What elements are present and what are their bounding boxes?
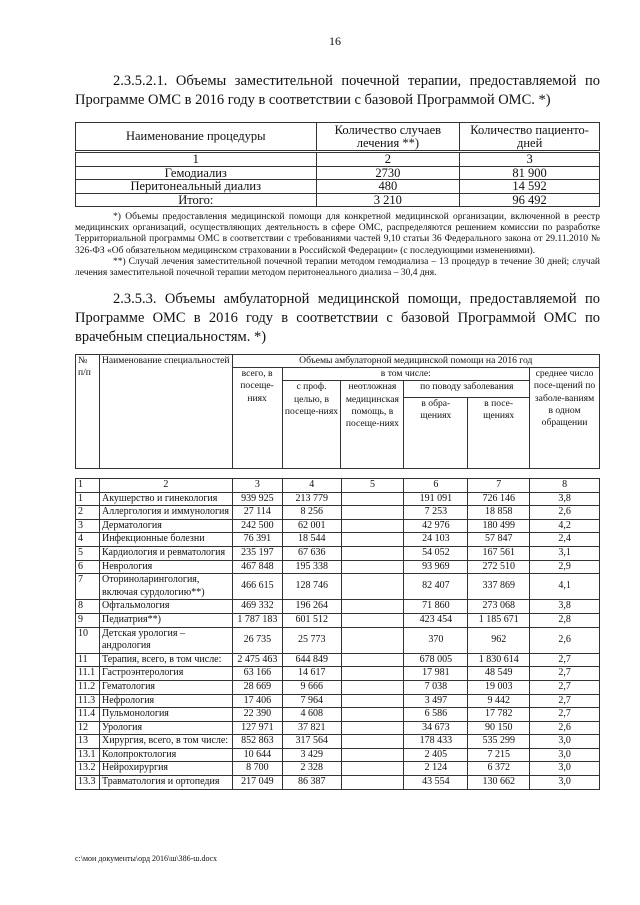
column-header: Наименование процедуры <box>76 123 317 152</box>
table-cell: 9 666 <box>282 680 341 694</box>
column-number: 4 <box>282 479 341 493</box>
table-cell: 18 858 <box>468 506 530 520</box>
table-cell: 480 <box>316 180 460 194</box>
table-cell: 3,0 <box>530 735 600 749</box>
table-cell <box>341 653 404 667</box>
table-cell: 726 146 <box>468 492 530 506</box>
table-cell: 2,9 <box>530 560 600 574</box>
specialty-name: Акушерство и гинекология <box>99 492 232 506</box>
table-cell: 196 264 <box>282 600 341 614</box>
table-cell: 217 049 <box>232 776 282 790</box>
table-row <box>76 748 600 762</box>
table-cell <box>341 574 404 600</box>
table-cell <box>341 721 404 735</box>
table-cell: 43 554 <box>404 776 468 790</box>
table-cell: 2,7 <box>530 653 600 667</box>
table-cell: 6 372 <box>468 762 530 776</box>
table-cell: 191 091 <box>404 492 468 506</box>
table-row <box>76 667 600 681</box>
table-cell: 3 497 <box>404 694 468 708</box>
table-cell: 34 673 <box>404 721 468 735</box>
table-cell: 130 662 <box>468 776 530 790</box>
table-row <box>76 653 600 667</box>
table-cell <box>341 506 404 520</box>
table-cell: 17 782 <box>468 708 530 722</box>
table-cell: 63 166 <box>232 667 282 681</box>
header-disease-visits: в посе-щениях <box>468 398 530 469</box>
specialty-name: Колопроктология <box>99 748 232 762</box>
table-cell: 86 387 <box>282 776 341 790</box>
table-cell: 28 669 <box>232 680 282 694</box>
table-cell: 213 779 <box>282 492 341 506</box>
table-row <box>76 708 600 722</box>
table-cell: 852 863 <box>232 735 282 749</box>
table-row <box>76 180 600 194</box>
table-row <box>76 574 600 600</box>
heading-text: Объемы заместительной почечной терапии, предоставляемой по Программе ОМС в 2016 году в соответствии с базовой Программой ОМС. *) <box>75 73 600 108</box>
table-cell: 9 442 <box>468 694 530 708</box>
table-cell: 469 332 <box>232 600 282 614</box>
table-row <box>76 762 600 776</box>
table-row <box>76 492 600 506</box>
column-number: 3 <box>460 152 600 167</box>
row-number: 8 <box>76 600 100 614</box>
table-cell <box>341 600 404 614</box>
row-number: 3 <box>76 519 100 533</box>
table-cell <box>341 776 404 790</box>
table-cell: 273 068 <box>468 600 530 614</box>
table-cell <box>341 735 404 749</box>
specialty-name: Хирургия, всего, в том числе: <box>99 735 232 749</box>
header-name: Наименование специальностей <box>99 355 232 469</box>
table-cell: 644 849 <box>282 653 341 667</box>
header-num: № п/п <box>76 355 100 469</box>
outpatient-table <box>75 478 600 790</box>
table-cell: 3,0 <box>530 748 600 762</box>
table-cell: 62 001 <box>282 519 341 533</box>
table-cell: 2,8 <box>530 613 600 627</box>
specialty-name: Гастроэнтерология <box>99 667 232 681</box>
header-including: в том числе: <box>282 368 530 381</box>
column-number: 3 <box>232 479 282 493</box>
table-cell: 272 510 <box>468 560 530 574</box>
table-cell: 96 492 <box>460 193 600 207</box>
table-cell: 76 391 <box>232 533 282 547</box>
row-number: 11.4 <box>76 708 100 722</box>
table-row <box>76 533 600 547</box>
table-cell: 1 787 183 <box>232 613 282 627</box>
specialty-name: Неврология <box>99 560 232 574</box>
header-total: всего, в посеще-ниях <box>232 368 282 469</box>
heading-text: Объемы амбулаторной медицинской помощи, предоставляемой по Программе ОМС в 2016 году в соответствии с базовой Программой ОМС по врачебным специальностям. *) <box>75 291 600 345</box>
heading-number: 2.3.5.3. <box>113 291 157 307</box>
table-cell: 601 512 <box>282 613 341 627</box>
row-number: 13 <box>76 735 100 749</box>
table-cell: 3 210 <box>316 193 460 207</box>
table-cell: 18 544 <box>282 533 341 547</box>
row-number: 2 <box>76 506 100 520</box>
header-prof: с проф. целью, в посеще-ниях <box>282 381 341 469</box>
table-cell: 939 925 <box>232 492 282 506</box>
table-cell: 2,6 <box>530 506 600 520</box>
table-cell: 2,7 <box>530 680 600 694</box>
table-cell <box>341 708 404 722</box>
table-cell: 3,8 <box>530 600 600 614</box>
table-cell: 3,0 <box>530 762 600 776</box>
specialty-name: Нефрология <box>99 694 232 708</box>
table-cell: 2,6 <box>530 721 600 735</box>
table-cell: 235 197 <box>232 546 282 560</box>
table-row <box>76 694 600 708</box>
header-group: Объемы амбулаторной медицинской помощи на 2016 год <box>232 355 599 368</box>
table-row <box>76 776 600 790</box>
table-cell <box>341 613 404 627</box>
specialty-name: Терапия, всего, в том числе: <box>99 653 232 667</box>
table-header-row <box>76 123 600 152</box>
table-cell <box>341 546 404 560</box>
specialty-name: Травматология и ортопедия <box>99 776 232 790</box>
table-cell: 2,7 <box>530 708 600 722</box>
file-path-footer: c:\мои документы\орд 2016\ш\386-ш.docx <box>75 854 218 863</box>
table-row <box>76 721 600 735</box>
specialty-name: Педиатрия**) <box>99 613 232 627</box>
column-number: 5 <box>341 479 404 493</box>
row-number: 5 <box>76 546 100 560</box>
table-cell: 57 847 <box>468 533 530 547</box>
table-cell: 370 <box>404 627 468 653</box>
specialty-name: Оториноларингология, включая сурдологию**) <box>99 574 232 600</box>
table-cell: 2,7 <box>530 667 600 681</box>
table-cell: 6 586 <box>404 708 468 722</box>
table-cell: 3,8 <box>530 492 600 506</box>
row-number: 1 <box>76 492 100 506</box>
specialty-name: Пульмонология <box>99 708 232 722</box>
specialty-name: Нейрохирургия <box>99 762 232 776</box>
table-cell: 7 253 <box>404 506 468 520</box>
column-number-row <box>76 479 600 493</box>
table-cell: 8 256 <box>282 506 341 520</box>
table-cell <box>341 667 404 681</box>
row-number: 7 <box>76 574 100 600</box>
column-header: Количество пациенто-дней <box>460 123 600 152</box>
table-cell: 67 636 <box>282 546 341 560</box>
specialty-name: Инфекционные болезни <box>99 533 232 547</box>
table-cell: 90 150 <box>468 721 530 735</box>
row-number: 13.2 <box>76 762 100 776</box>
table-row <box>76 546 600 560</box>
header-urgent: неотложная медицинская помощь, в посеще-ниях <box>341 381 404 469</box>
table-cell: 195 338 <box>282 560 341 574</box>
table-cell: 2 124 <box>404 762 468 776</box>
row-number: 12 <box>76 721 100 735</box>
row-number: 11.3 <box>76 694 100 708</box>
table-row <box>76 627 600 653</box>
table-row <box>76 519 600 533</box>
table-cell: 42 976 <box>404 519 468 533</box>
column-number: 7 <box>468 479 530 493</box>
section-heading-outpatient <box>75 290 600 347</box>
table-cell: 466 615 <box>232 574 282 600</box>
table-cell: 4,1 <box>530 574 600 600</box>
column-header: Количество случаев лечения **) <box>316 123 460 152</box>
specialty-name: Аллергология и иммунология <box>99 506 232 520</box>
table-cell: 8 700 <box>232 762 282 776</box>
table-cell: 26 735 <box>232 627 282 653</box>
table-row <box>76 600 600 614</box>
column-number: 6 <box>404 479 468 493</box>
section-heading-renal-therapy <box>75 72 600 110</box>
table-cell: Перитонеальный диализ <box>76 180 317 194</box>
table-cell: 962 <box>468 627 530 653</box>
table-cell: 7 215 <box>468 748 530 762</box>
table-cell: 14 617 <box>282 667 341 681</box>
row-number: 9 <box>76 613 100 627</box>
table-row <box>76 613 600 627</box>
table-cell: 48 549 <box>468 667 530 681</box>
footnote: **) Случай лечения заместительной почечной терапии методом гемодиализа – 13 процедур в течение 30 дней; случай лечения заместительной почечной терапии методом перитонеального диализа – 30,4 дня. <box>75 256 600 279</box>
table-cell: 4,2 <box>530 519 600 533</box>
table-cell: Итого: <box>76 193 317 207</box>
row-number: 13.3 <box>76 776 100 790</box>
table-cell: 3,1 <box>530 546 600 560</box>
page-number: 16 <box>329 34 341 48</box>
row-number: 11.2 <box>76 680 100 694</box>
table-cell <box>341 519 404 533</box>
table-cell: 2 328 <box>282 762 341 776</box>
table-cell: 180 499 <box>468 519 530 533</box>
table-cell: 3 429 <box>282 748 341 762</box>
column-number: 2 <box>316 152 460 167</box>
table-cell: 71 860 <box>404 600 468 614</box>
column-number: 2 <box>99 479 232 493</box>
table-cell: 167 561 <box>468 546 530 560</box>
header-disease: по поводу заболевания <box>404 381 530 398</box>
table-cell: 1 830 614 <box>468 653 530 667</box>
specialty-name: Офтальмология <box>99 600 232 614</box>
table-cell: 3,0 <box>530 776 600 790</box>
footnote: *) Объемы предоставления медицинской помощи для конкретной медицинской организации, включенной в реестр медицинских организаций, осуществляющих деятельность в сфере ОМС, распределяются решением комиссии по разработке Территориальной программы ОМС в соответствии с требованиями частей 9,10 статьи 36 Федерального закона от 29.11.2010 № 326-ФЗ «Об обязательном медицинском страховании в Российской Федерации» (с последующими изменениями). <box>75 212 600 256</box>
table-cell <box>341 748 404 762</box>
table-cell: 1 185 671 <box>468 613 530 627</box>
table-row <box>76 506 600 520</box>
header-avg: среднее число посе-щений по заболе-ваниям в одном обращении <box>530 368 600 469</box>
row-number: 10 <box>76 627 100 653</box>
table-cell: 37 821 <box>282 721 341 735</box>
table-cell: 19 003 <box>468 680 530 694</box>
column-number-row <box>76 152 600 167</box>
table-cell: 2,6 <box>530 627 600 653</box>
table-cell: 2 405 <box>404 748 468 762</box>
table-cell <box>341 533 404 547</box>
table-cell: 81 900 <box>460 166 600 180</box>
row-number: 11.1 <box>76 667 100 681</box>
specialty-name: Детская урология – андрология <box>99 627 232 653</box>
table-cell: 7 964 <box>282 694 341 708</box>
table-cell: 242 500 <box>232 519 282 533</box>
table-cell <box>341 762 404 776</box>
outpatient-table-header <box>75 354 600 469</box>
column-number: 8 <box>530 479 600 493</box>
column-number: 1 <box>76 152 317 167</box>
specialty-name: Дерматология <box>99 519 232 533</box>
table-cell: 178 433 <box>404 735 468 749</box>
table-cell: 535 299 <box>468 735 530 749</box>
table-cell: 678 005 <box>404 653 468 667</box>
table-cell: 467 848 <box>232 560 282 574</box>
table-cell: 17 981 <box>404 667 468 681</box>
table-cell: 2,7 <box>530 694 600 708</box>
table-cell: 128 746 <box>282 574 341 600</box>
row-number: 11 <box>76 653 100 667</box>
table-cell: 127 971 <box>232 721 282 735</box>
renal-therapy-table <box>75 122 600 207</box>
specialty-name: Кардиология и ревматология <box>99 546 232 560</box>
heading-number: 2.3.5.2.1. <box>113 73 168 89</box>
table-row <box>76 560 600 574</box>
specialty-name: Гематология <box>99 680 232 694</box>
table-cell: 93 969 <box>404 560 468 574</box>
table-cell: 2,4 <box>530 533 600 547</box>
table-row <box>76 735 600 749</box>
table-cell: 17 406 <box>232 694 282 708</box>
column-number: 1 <box>76 479 100 493</box>
table-row <box>76 193 600 207</box>
table-cell <box>341 694 404 708</box>
table-cell: 27 114 <box>232 506 282 520</box>
table-cell: 54 052 <box>404 546 468 560</box>
table-cell: 82 407 <box>404 574 468 600</box>
table-cell <box>341 680 404 694</box>
table-cell: 24 103 <box>404 533 468 547</box>
footnotes <box>75 212 600 279</box>
table-cell: 4 608 <box>282 708 341 722</box>
table-cell <box>341 627 404 653</box>
table-cell <box>341 560 404 574</box>
table-cell: 10 644 <box>232 748 282 762</box>
table-cell: 2 475 463 <box>232 653 282 667</box>
row-number: 4 <box>76 533 100 547</box>
table-cell <box>341 492 404 506</box>
table-cell: 2730 <box>316 166 460 180</box>
table-cell: 25 773 <box>282 627 341 653</box>
row-number: 6 <box>76 560 100 574</box>
table-cell: 14 592 <box>460 180 600 194</box>
specialty-name: Урология <box>99 721 232 735</box>
table-cell: 317 564 <box>282 735 341 749</box>
table-cell: 7 038 <box>404 680 468 694</box>
table-row <box>76 680 600 694</box>
table-cell: 22 390 <box>232 708 282 722</box>
row-number: 13.1 <box>76 748 100 762</box>
table-cell: Гемодиализ <box>76 166 317 180</box>
table-row <box>76 166 600 180</box>
table-cell: 423 454 <box>404 613 468 627</box>
table-cell: 337 869 <box>468 574 530 600</box>
header-disease-cases: в обра-щениях <box>404 398 468 469</box>
